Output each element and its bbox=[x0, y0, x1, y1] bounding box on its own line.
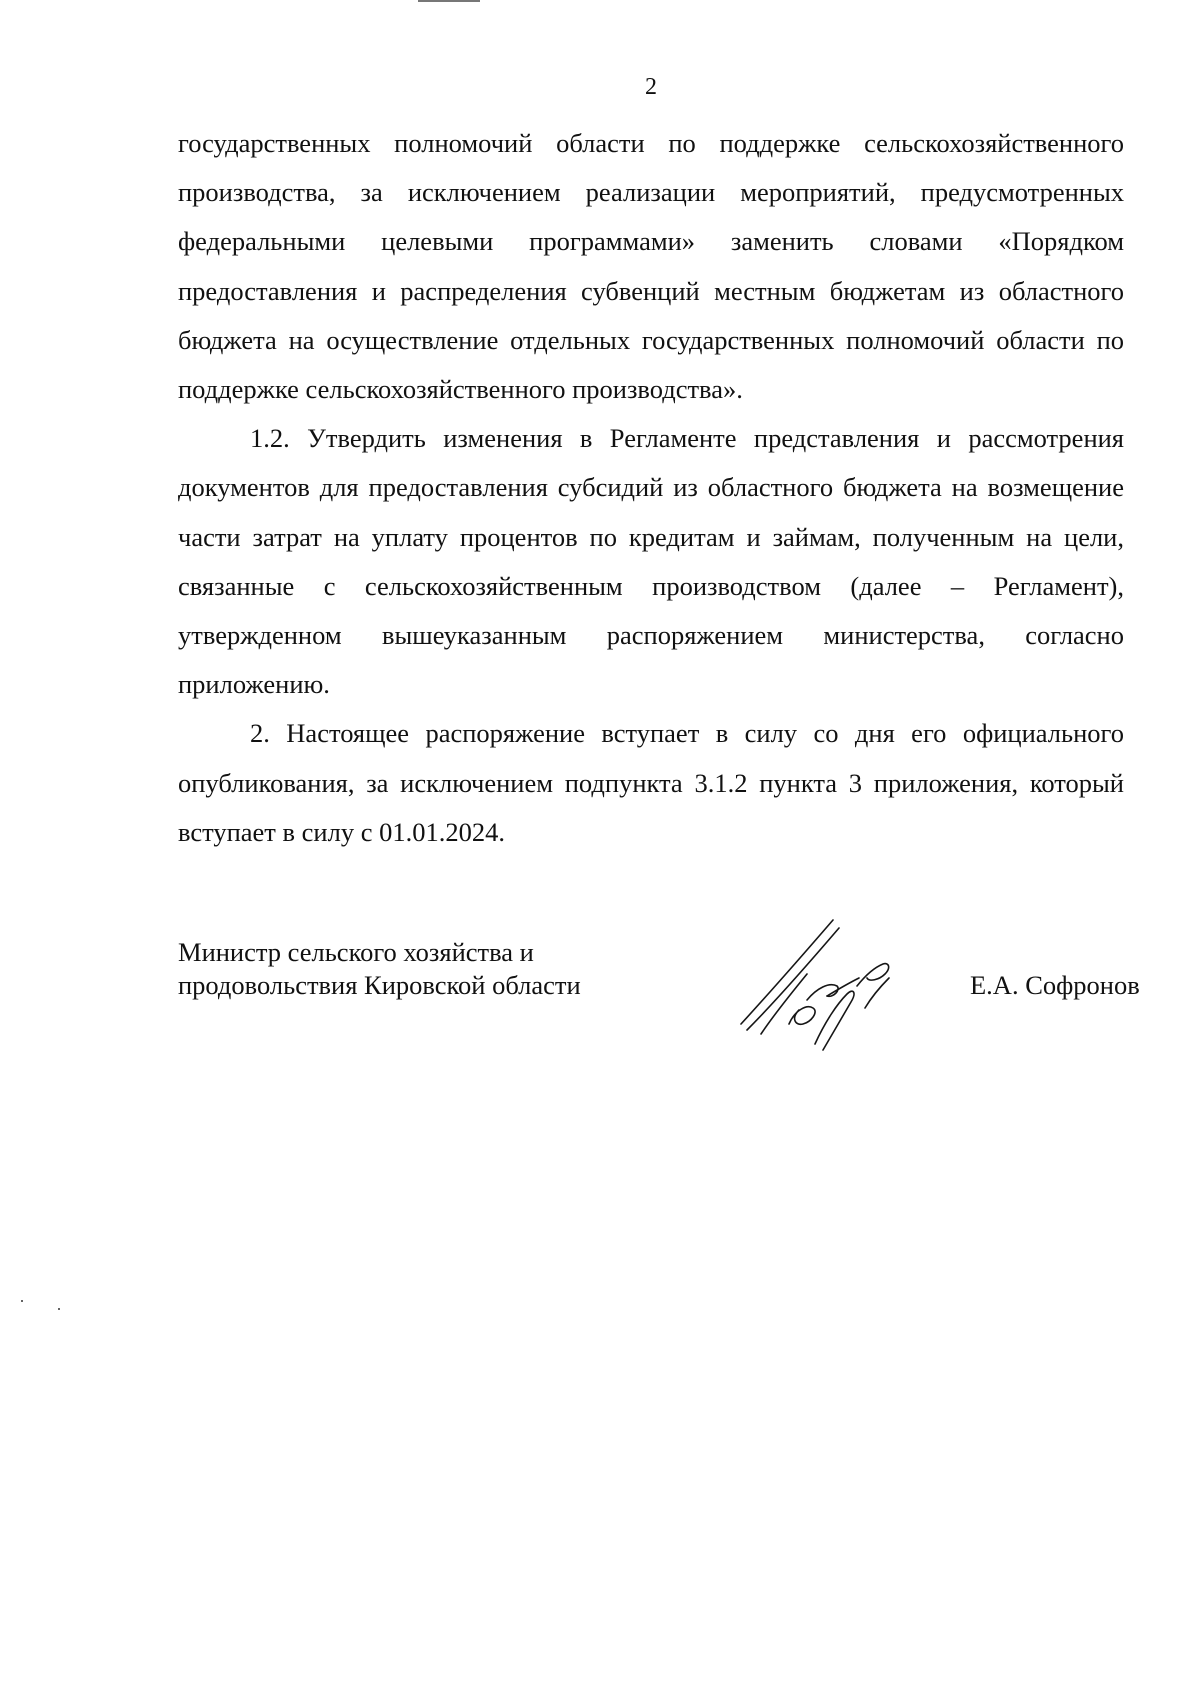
paragraph-2: 2. Настоящее распоряжение вступает в силу со дня его официального опубликования, за исключением подпункта 3.1.2 пункта 3 приложения, который вступает в силу с 01.01.2024. bbox=[178, 718, 1124, 847]
page-number: 2 bbox=[645, 74, 657, 100]
signatory-title bbox=[178, 936, 648, 1002]
signatory-name: Е.А. Софронов bbox=[970, 970, 1140, 1000]
handwritten-signature bbox=[733, 912, 903, 1052]
scan-speck bbox=[58, 1308, 60, 1310]
paragraph-1-2: 1.2. Утвердить изменения в Регламенте представления и рассмотрения документов для предоставления субсидий из областного бюджета на возмещение части затрат на уплату процентов по кредитам и займам, полученным на цели, связанные с сельскохозяйственным производством (далее – Регламент), утвержденном вышеуказанным распоряжением министерства, согласно приложению. bbox=[178, 423, 1124, 700]
signatory-title-line-1: Министр сельского хозяйства и bbox=[178, 937, 534, 967]
document-body bbox=[178, 119, 1124, 857]
top-edge-rule bbox=[418, 0, 480, 2]
signature-block bbox=[178, 936, 1178, 1056]
signatory-title-line-2: продовольствия Кировской области bbox=[178, 970, 581, 1000]
scan-speck bbox=[21, 1300, 23, 1302]
paragraph-continuation: государственных полномочий области по поддержке сельскохозяйственного производства, за исключением реализации мероприятий, предусмотренных федеральными целевыми программами» заменить словами «Порядком предоставления и распределения субвенций местным бюджетам из областного бюджета на осуществление отдельных государственных полномочий области по поддержке сельскохозяйственного производства». bbox=[178, 128, 1124, 405]
